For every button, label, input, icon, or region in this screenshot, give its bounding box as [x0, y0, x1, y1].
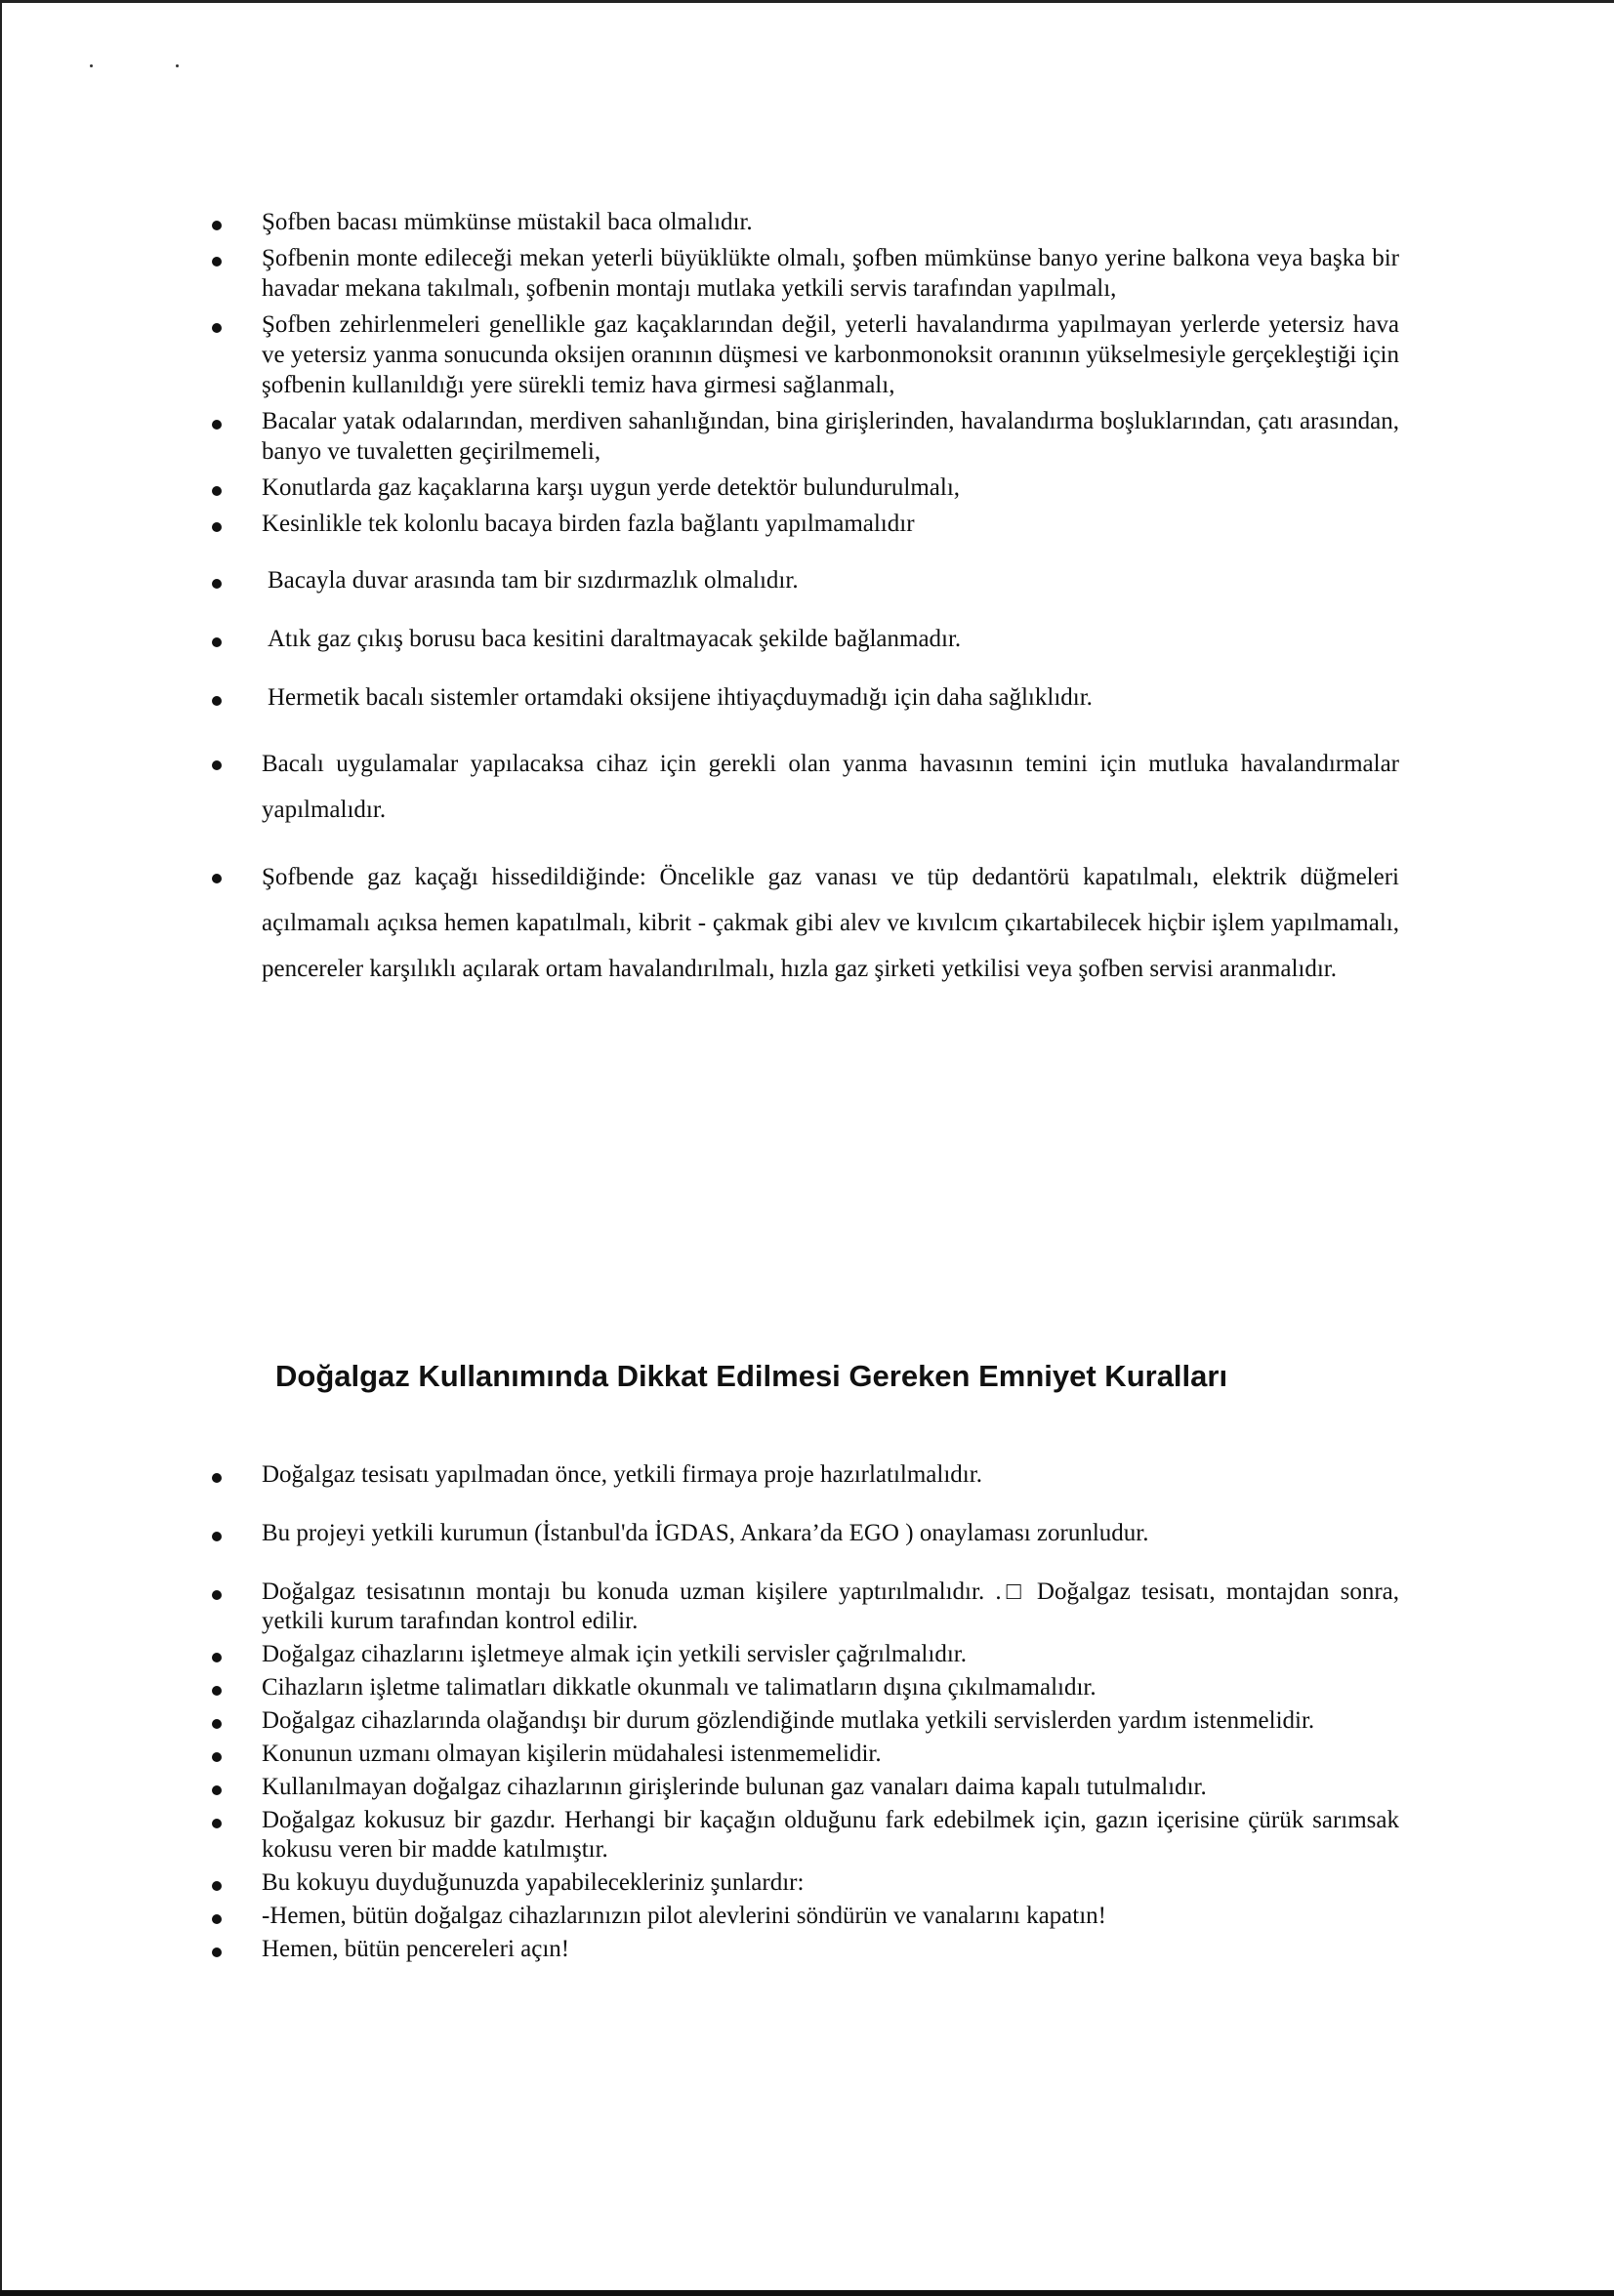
list-item: [0, 1673, 1614, 1702]
list-item: [0, 1806, 1614, 1865]
bullet-icon: [212, 1653, 222, 1662]
bullet-icon: [212, 1590, 222, 1600]
bullet-icon: [212, 420, 222, 430]
bullet-icon: [212, 1473, 222, 1483]
list-item: [0, 854, 1614, 992]
bullet-icon: [212, 221, 222, 230]
bullet-icon: [212, 760, 222, 770]
bullet-icon: [212, 1686, 222, 1696]
safety-list-natural-gas: [0, 1460, 1614, 1964]
list-item-text: Doğalgaz cihazlarında olağandışı bir durum gözlendiğinde mutlaka yetkili servislerden yardım istenmelidir.: [262, 1707, 1315, 1734]
list-item: [0, 1460, 1614, 1490]
list-item: [0, 1902, 1614, 1931]
scan-speck: [176, 64, 179, 67]
list-item-text: Bacalı uygulamalar yapılacaksa cihaz için gerekli olan yanma havasının temini için mutluka havalandırmalar yapılmalıdır.: [262, 751, 1399, 823]
bullet-icon: [212, 579, 222, 589]
list-item-text: Doğalgaz tesisatının montajı bu konuda uzman kişilere yaptırılmalıdır. .□ Doğalgaz tesisatı, montajdan sonra, yetkili kurum tarafından kontrol edilir.: [262, 1578, 1399, 1634]
bullet-icon: [212, 1532, 222, 1541]
bullet-icon: [212, 1785, 222, 1795]
list-item: [0, 741, 1614, 833]
list-item: [0, 624, 1614, 654]
bullet-icon: [212, 1948, 222, 1957]
list-item: [0, 1740, 1614, 1769]
list-item-text: Doğalgaz kokusuz bir gazdır. Herhangi bir kaçağın olduğunu fark edebilmek için, gazın içerisine çürük sarımsak kokusu veren bir madde katılmıştır.: [262, 1807, 1399, 1863]
bullet-icon: [212, 874, 222, 883]
list-item-text: Hemen, bütün pencereleri açın!: [262, 1936, 570, 1962]
list-item: [0, 1773, 1614, 1802]
list-item-text: Doğalgaz cihazlarını işletmeye almak için yetkili servisler çağrılmalıdır.: [262, 1641, 967, 1667]
list-item-text: Hermetik bacalı sistemler ortamdaki oksijene ihtiyaçduymadığı için daha sağlıklıdır.: [268, 684, 1093, 711]
scan-speck: [90, 64, 93, 67]
list-item-text: Bacayla duvar arasında tam bir sızdırmazlık olmalıdır.: [268, 567, 799, 594]
list-item: [0, 565, 1614, 595]
list-item-text: Konutlarda gaz kaçaklarına karşı uygun yerde detektör bulundurulmalı,: [262, 474, 961, 501]
list-item-text: -Hemen, bütün doğalgaz cihazlarınızın pilot alevlerini söndürün ve vanalarını kapatın!: [262, 1903, 1106, 1929]
list-item-text: Atık gaz çıkış borusu baca kesitini daraltmayacak şekilde bağlanmadır.: [268, 626, 962, 652]
bullet-icon: [212, 1881, 222, 1891]
bullet-icon: [212, 522, 222, 532]
bullet-icon: [212, 1819, 222, 1828]
list-item: [0, 406, 1614, 467]
bullet-icon: [212, 486, 222, 496]
bullet-icon: [212, 1752, 222, 1762]
list-item-text: Doğalgaz tesisatı yapılmadan önce, yetkili firmaya proje hazırlatılmalıdır.: [262, 1461, 982, 1488]
list-item: [0, 243, 1614, 304]
bullet-icon: [212, 696, 222, 706]
scan-border-bottom: [0, 2290, 1614, 2296]
list-item: [0, 1640, 1614, 1669]
list-item: [0, 1868, 1614, 1898]
safety-list-water-heater: [0, 207, 1614, 992]
list-item-text: Bu kokuyu duyduğunuzda yapabilecekleriniz şunlardır:: [262, 1869, 805, 1896]
list-item-text: Konunun uzmanı olmayan kişilerin müdahalesi istenmemelidir.: [262, 1741, 882, 1767]
list-item-text: Şofbenin monte edileceği mekan yeterli büyüklükte olmalı, şofben mümkünse banyo yerine balkona veya başka bir havadar mekana takılmalı, şofbenin montajı mutlaka yetkili servis tarafından yapılmalı,: [262, 245, 1399, 302]
bullet-icon: [212, 257, 222, 266]
list-item: [0, 1935, 1614, 1964]
list-item: [0, 207, 1614, 237]
list-item: [0, 472, 1614, 503]
list-item: [0, 1519, 1614, 1548]
bullet-icon: [212, 637, 222, 647]
list-item-text: Bacalar yatak odalarından, merdiven sahanlığından, bina girişlerinden, havalandırma boşluklarından, çatı arasından, banyo ve tuvaletten geçirilmemeli,: [262, 408, 1399, 465]
list-item-text: Şofbende gaz kaçağı hissedildiğinde: Öncelikle gaz vanası ve tüp dedantörü kapatılmalı, elektrik düğmeleri açılmamalı açıksa hemen kapatılmalı, kibrit - çakmak gibi alev ve kıvılcım çıkartabilecek hiçbir işlem yapılmamalı, pencereler karşılıklı açılarak ortam havalandırılmalı, hızla gaz şirketi yetkilisi veya şofben servisi aranmalıdır.: [262, 864, 1399, 982]
list-item-text: Kullanılmayan doğalgaz cihazlarının girişlerinde bulunan gaz vanaları daima kapalı tutulmalıdır.: [262, 1774, 1207, 1800]
section-heading: Doğalgaz Kullanımında Dikkat Edilmesi Gereken Emniyet Kuralları: [275, 1359, 1228, 1393]
list-item-text: Cihazların işletme talimatları dikkatle okunmalı ve talimatların dışına çıkılmamalıdır.: [262, 1674, 1097, 1701]
bullet-icon: [212, 1719, 222, 1729]
list-item: [0, 509, 1614, 539]
bullet-icon: [212, 323, 222, 333]
list-item: [0, 682, 1614, 713]
list-item: [0, 1706, 1614, 1736]
bullet-icon: [212, 1914, 222, 1924]
list-item-text: Kesinlikle tek kolonlu bacaya birden fazla bağlantı yapılmamalıdır: [262, 511, 915, 537]
list-item-text: Şofben bacası mümkünse müstakil baca olmalıdır.: [262, 209, 753, 235]
list-item-text: Bu projeyi yetkili kurumun (İstanbul'da İGDAS, Ankara’da EGO ) onaylaması zorunludur.: [262, 1520, 1149, 1546]
list-item-text: Şofben zehirlenmeleri genellikle gaz kaçaklarından değil, yeterli havalandırma yapılmayan yerlerde yetersiz hava ve yetersiz yanma sonucunda oksijen oranının düşmesi ve karbonmonoksit oranının yükselmesiyle gerçekleştiği için şofbenin kullanıldığı yere sürekli temiz hava girmesi sağlanmalı,: [262, 311, 1400, 398]
list-item: [0, 309, 1614, 400]
scan-border-top: [0, 0, 1614, 3]
list-item: [0, 1578, 1614, 1636]
